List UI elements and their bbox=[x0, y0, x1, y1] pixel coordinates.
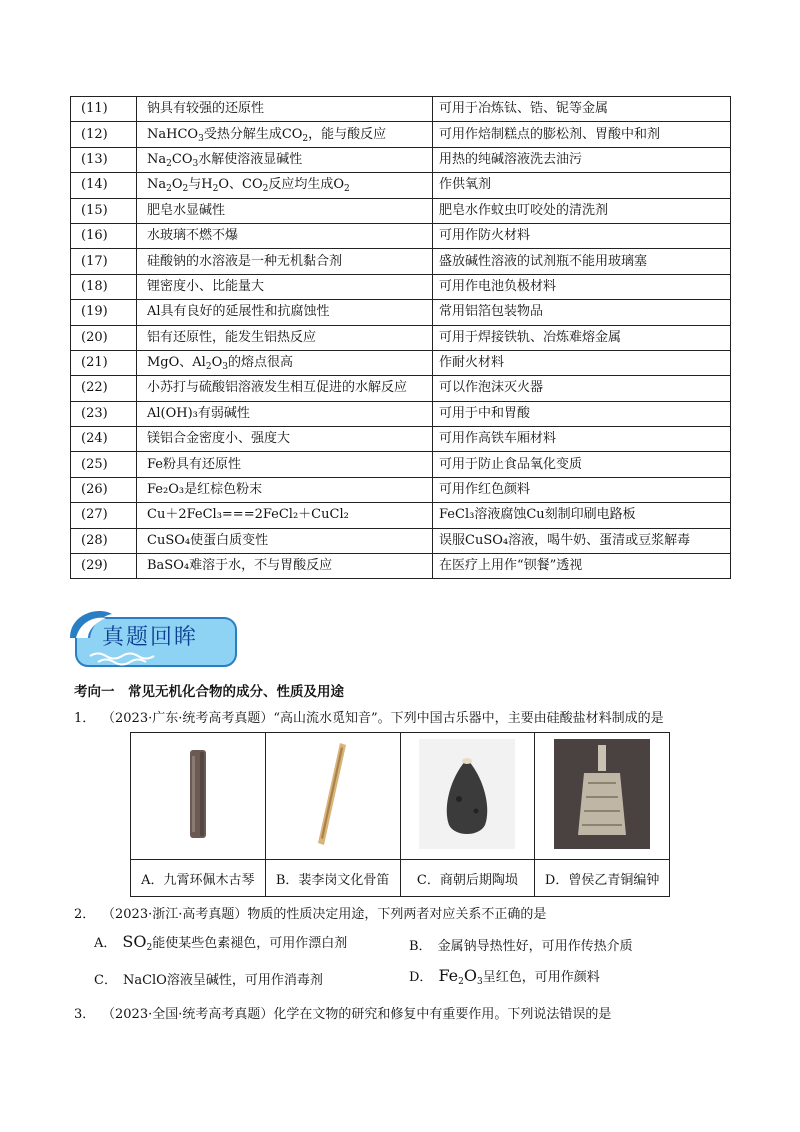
row-use: FeCl₃溶液腐蚀Cu刻制印刷电路板 bbox=[433, 503, 731, 528]
option-2a-letter: A． bbox=[94, 936, 117, 951]
row-use: 在医疗上用作“钡餐”透视 bbox=[433, 554, 731, 579]
property-text-part: O bbox=[211, 355, 223, 371]
question-2-number: 2． bbox=[74, 907, 96, 922]
caption-b: B．裴李岗文化骨笛 bbox=[265, 860, 400, 897]
table-row bbox=[71, 223, 731, 248]
row-number: (28) bbox=[71, 528, 137, 553]
row-use: 可以作泡沫灭火器 bbox=[433, 376, 731, 401]
option-2a-formula-sub: 2 bbox=[146, 943, 153, 953]
row-use: 可用作防火材料 bbox=[433, 223, 731, 248]
row-number: (13) bbox=[71, 147, 137, 172]
row-number: (29) bbox=[71, 554, 137, 579]
caption-a: A．九霄环佩木古琴 bbox=[131, 860, 266, 897]
row-number: (12) bbox=[71, 122, 137, 147]
row-use: 可用于焊接铁轨、冶炼难熔金属 bbox=[433, 325, 731, 350]
row-number: (14) bbox=[71, 173, 137, 198]
table-row bbox=[71, 274, 731, 299]
question-1-number: 1． bbox=[74, 711, 96, 726]
property-text-part: O bbox=[171, 177, 183, 193]
formula-subscript: 2 bbox=[166, 158, 172, 169]
row-number: (21) bbox=[71, 350, 137, 375]
row-use: 可用于防止食品氧化变质 bbox=[433, 452, 731, 477]
row-use: 可用于冶炼钛、锆、铌等金属 bbox=[433, 97, 731, 122]
property-text-part: 的熔点很高 bbox=[227, 355, 293, 371]
question-3-number: 3． bbox=[74, 1007, 96, 1022]
table-row bbox=[71, 401, 731, 426]
table-row bbox=[71, 503, 731, 528]
option-2b-letter: B． bbox=[409, 939, 432, 954]
row-property: 肥皂水显碱性 bbox=[137, 198, 433, 223]
formula-subscript: 2 bbox=[205, 362, 212, 373]
row-property: 小苏打与硫酸铝溶液发生相互促进的水解反应 bbox=[137, 376, 433, 401]
formula-subscript: 2 bbox=[262, 184, 269, 195]
row-number: (18) bbox=[71, 274, 137, 299]
row-use: 常用铝箔包装物品 bbox=[433, 300, 731, 325]
row-number: (27) bbox=[71, 503, 137, 528]
formula-subscript: 3 bbox=[198, 133, 204, 144]
formula-subscript: 3 bbox=[222, 362, 228, 373]
option-2d bbox=[409, 966, 600, 985]
option-2b bbox=[409, 935, 633, 954]
row-property: 锂密度小、比能量大 bbox=[137, 274, 433, 299]
property-text-part: 反应均生成O bbox=[268, 177, 345, 193]
formula-subscript: 2 bbox=[166, 184, 172, 195]
formula-subscript: 3 bbox=[192, 158, 199, 169]
table-row bbox=[71, 350, 731, 375]
option-2c bbox=[94, 969, 323, 988]
caption-c: C．商朝后期陶埙 bbox=[400, 860, 535, 897]
row-property: 镁铝合金密度小、强度大 bbox=[137, 427, 433, 452]
row-property: Al(OH)₃有弱碱性 bbox=[137, 401, 433, 426]
property-text-part: ，能与酸反应 bbox=[308, 126, 387, 142]
row-number: (15) bbox=[71, 198, 137, 223]
row-number: (20) bbox=[71, 325, 137, 350]
row-property: 水玻璃不燃不爆 bbox=[137, 223, 433, 248]
row-property: 钠具有较强的还原性 bbox=[137, 97, 433, 122]
row-number: (11) bbox=[71, 97, 137, 122]
question-1 bbox=[74, 707, 664, 726]
option-2b-text: 金属钠导热性好，可用作传热介质 bbox=[437, 939, 633, 954]
property-text-part: 与H bbox=[188, 177, 213, 193]
row-use: 可用作高铁车厢材料 bbox=[433, 427, 731, 452]
table-row bbox=[71, 198, 731, 223]
property-text-part: O、CO bbox=[218, 177, 263, 193]
option-2d-text: 呈红色，可用作颜料 bbox=[482, 970, 600, 985]
row-property: Al具有良好的延展性和抗腐蚀性 bbox=[137, 300, 433, 325]
option-2a bbox=[94, 932, 347, 951]
option-2d-formula2: O bbox=[463, 966, 477, 985]
property-text-part: Na bbox=[147, 177, 167, 193]
row-property: 硅酸钠的水溶液是一种无机黏合剂 bbox=[137, 249, 433, 274]
row-property bbox=[137, 122, 433, 147]
row-number: (16) bbox=[71, 223, 137, 248]
option-2d-formula-sub1: 2 bbox=[458, 977, 464, 987]
formula-subscript: 2 bbox=[302, 133, 309, 144]
option-2a-text: 能使某些色素褪色，可用作漂白剂 bbox=[152, 936, 348, 951]
row-property bbox=[137, 147, 433, 172]
row-use: 作耐火材料 bbox=[433, 350, 731, 375]
row-property: Fe₂O₃是红棕色粉末 bbox=[137, 477, 433, 502]
row-number: (22) bbox=[71, 376, 137, 401]
question-2 bbox=[74, 903, 546, 922]
row-number: (23) bbox=[71, 401, 137, 426]
caption-d: D．曾侯乙青铜编钟 bbox=[535, 860, 670, 897]
row-number: (24) bbox=[71, 427, 137, 452]
option-2c-text: NaClO溶液呈碱性，可用作消毒剂 bbox=[122, 973, 323, 988]
option-2d-formula: Fe bbox=[438, 966, 459, 985]
property-use-table bbox=[70, 96, 731, 579]
row-use: 可用作焙制糕点的膨松剂、胃酸中和剂 bbox=[433, 122, 731, 147]
image-cell-bone-flute bbox=[265, 733, 400, 860]
table-row bbox=[71, 300, 731, 325]
table-row bbox=[71, 452, 731, 477]
option-2d-letter: D． bbox=[409, 970, 433, 985]
bronze-bell-image-icon bbox=[554, 739, 650, 849]
table-row bbox=[71, 97, 731, 122]
table-row bbox=[71, 477, 731, 502]
table-row bbox=[71, 528, 731, 553]
question-1-text: （2023·广东·统考高考真题）“高山流水觅知音”。下列中国古乐器中，主要由硅酸盐材料制成的是 bbox=[102, 711, 664, 726]
option-2c-letter: C． bbox=[94, 973, 117, 988]
row-property bbox=[137, 350, 433, 375]
image-cell-guqin bbox=[131, 733, 266, 860]
guqin-image-icon bbox=[178, 746, 218, 842]
row-property: CuSO₄使蛋白质变性 bbox=[137, 528, 433, 553]
image-cell-bronze-bell bbox=[535, 733, 670, 860]
option-2a-formula: SO bbox=[122, 932, 147, 951]
row-property: Cu＋2FeCl₃===2FeCl₂＋CuCl₂ bbox=[137, 503, 433, 528]
question-3 bbox=[74, 1003, 611, 1022]
row-use: 可用作红色颜料 bbox=[433, 477, 731, 502]
formula-subscript: 2 bbox=[212, 184, 219, 195]
table-row bbox=[71, 376, 731, 401]
row-property bbox=[137, 173, 433, 198]
row-use: 用热的纯碱溶液洗去油污 bbox=[433, 147, 731, 172]
table-row bbox=[71, 147, 731, 172]
instrument-image-table bbox=[130, 732, 670, 897]
image-cell-pottery-xun bbox=[400, 733, 535, 860]
table-row bbox=[71, 427, 731, 452]
bone-flute-image-icon bbox=[308, 741, 358, 847]
section-banner bbox=[68, 604, 240, 670]
row-use: 可用作电池负极材料 bbox=[433, 274, 731, 299]
formula-subscript: 2 bbox=[182, 184, 189, 195]
row-use: 盛放碱性溶液的试剂瓶不能用玻璃塞 bbox=[433, 249, 731, 274]
table-row bbox=[71, 173, 731, 198]
row-number: (17) bbox=[71, 249, 137, 274]
row-property: BaSO₄难溶于水，不与胃酸反应 bbox=[137, 554, 433, 579]
property-text-part: 水解使溶液显碱性 bbox=[198, 151, 303, 167]
option-2d-formula-sub2: 3 bbox=[477, 977, 483, 987]
question-3-text: （2023·全国·统考高考真题）化学在文物的研究和修复中有重要作用。下列说法错误的是 bbox=[102, 1007, 612, 1022]
table-row bbox=[71, 325, 731, 350]
pottery-xun-image-icon bbox=[419, 739, 515, 849]
property-text-part: NaHCO bbox=[147, 126, 199, 142]
table-row bbox=[71, 554, 731, 579]
question-2-text: （2023·浙江·高考真题）物质的性质决定用途，下列两者对应关系不正确的是 bbox=[102, 907, 547, 922]
formula-subscript: 2 bbox=[344, 184, 350, 195]
property-text-part: MgO、Al bbox=[147, 355, 206, 371]
property-use-table-body bbox=[71, 97, 731, 579]
section-heading: 考向一 常见无机化合物的成分、性质及用途 bbox=[74, 684, 344, 700]
row-use: 可用于中和胃酸 bbox=[433, 401, 731, 426]
row-use: 肥皂水作蚊虫叮咬处的清洗剂 bbox=[433, 198, 731, 223]
property-text-part: Na bbox=[147, 151, 167, 167]
property-text-part: 受热分解生成CO bbox=[203, 126, 303, 142]
table-row bbox=[71, 249, 731, 274]
row-number: (19) bbox=[71, 300, 137, 325]
banner-title: 真题回眸 bbox=[102, 625, 199, 650]
row-use: 误服CuSO₄溶液，喝牛奶、蛋清或豆浆解毒 bbox=[433, 528, 731, 553]
row-number: (25) bbox=[71, 452, 137, 477]
row-use: 作供氧剂 bbox=[433, 173, 731, 198]
row-property: Fe粉具有还原性 bbox=[137, 452, 433, 477]
table-row bbox=[71, 122, 731, 147]
row-number: (26) bbox=[71, 477, 137, 502]
row-property: 铝有还原性，能发生铝热反应 bbox=[137, 325, 433, 350]
property-text-part: CO bbox=[171, 151, 193, 167]
